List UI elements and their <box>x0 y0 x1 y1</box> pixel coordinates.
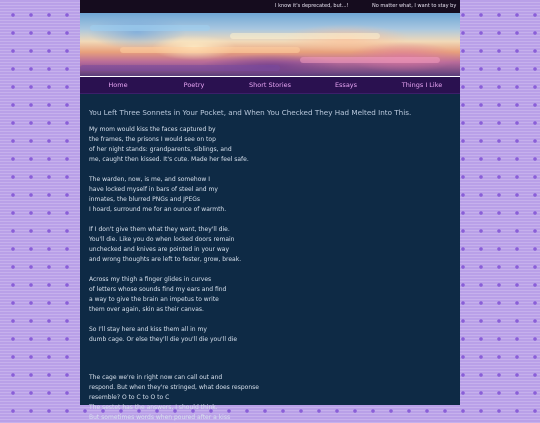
marquee-text-1: I know it's deprecated, but...! <box>275 3 349 9</box>
poem-line: a way to give the brain an impetus to write <box>89 296 219 303</box>
poem-line: have locked myself in bars of steel and my <box>89 186 218 193</box>
stanza-1 <box>89 125 451 165</box>
stanza-5 <box>89 325 451 345</box>
poem-content <box>80 108 460 423</box>
poem-line: of her night stands: grandparents, siblings, and <box>89 146 232 153</box>
poem-line: respond. But when they're stringed, what does response <box>89 384 259 391</box>
marquee-text-2: No matter what, I want to stay by <box>372 3 457 9</box>
poem-line: dumb cage. Or else they'll die you'll die you'll die <box>89 336 238 343</box>
nav-essays[interactable]: Essays <box>334 81 358 89</box>
nav-things-i-like[interactable]: Things I Like <box>401 81 443 89</box>
main-nav <box>80 76 460 94</box>
poem-line: You'll die. Like you do when locked doors remain <box>89 236 235 243</box>
stanza-6 <box>89 373 451 423</box>
poem-line: The sestet has the answers, I should think. <box>89 404 218 411</box>
stanza-3 <box>89 225 451 265</box>
poem-line: them over again, skin as their canvas. <box>89 306 204 313</box>
stanza-4 <box>89 275 451 315</box>
nav-poetry[interactable]: Poetry <box>183 81 205 89</box>
poem-line: me, caught then kissed. It's cute. Made her feel safe. <box>89 156 249 163</box>
marquee-bar <box>80 0 460 13</box>
poem-line: Across my thigh a finger glides in curves <box>89 276 212 283</box>
poem-line: of letters whose sounds find my ears and find <box>89 286 227 293</box>
poem-line: But sometimes words when poured after a kiss <box>89 414 231 421</box>
poem-line: The cage we're in right now can call out and <box>89 374 223 381</box>
poem-line: I hoard, surround me for an ounce of warmth. <box>89 206 227 213</box>
poem-line: The warden, now, is me, and somehow I <box>89 176 210 183</box>
poem-title: You Left Three Sonnets in Your Pocket, and When You Checked They Had Melted Into This. <box>89 108 412 117</box>
poem-line: unchecked and knives are pointed in your way <box>89 246 230 253</box>
nav-short-stories[interactable]: Short Stories <box>248 81 292 89</box>
poem-line: My mom would kiss the faces captured by <box>89 126 216 133</box>
nav-home[interactable]: Home <box>108 81 128 89</box>
poem-line: If I don't give them what they want, they'll die. <box>89 226 230 233</box>
poem-line: the frames, the prisons I would see on top <box>89 136 216 143</box>
poem-line: and wrong thoughts are left to fester, grow, break. <box>89 256 242 263</box>
poem-line: So I'll stay here and kiss them all in my <box>89 326 207 333</box>
page-container <box>80 0 460 421</box>
poem-line: resemble? O to C to O to C <box>89 394 170 401</box>
poem-line: inmates, the blurred PNGs and JPEGs <box>89 196 201 203</box>
header-banner-image <box>80 13 460 76</box>
stanza-2 <box>89 175 451 215</box>
